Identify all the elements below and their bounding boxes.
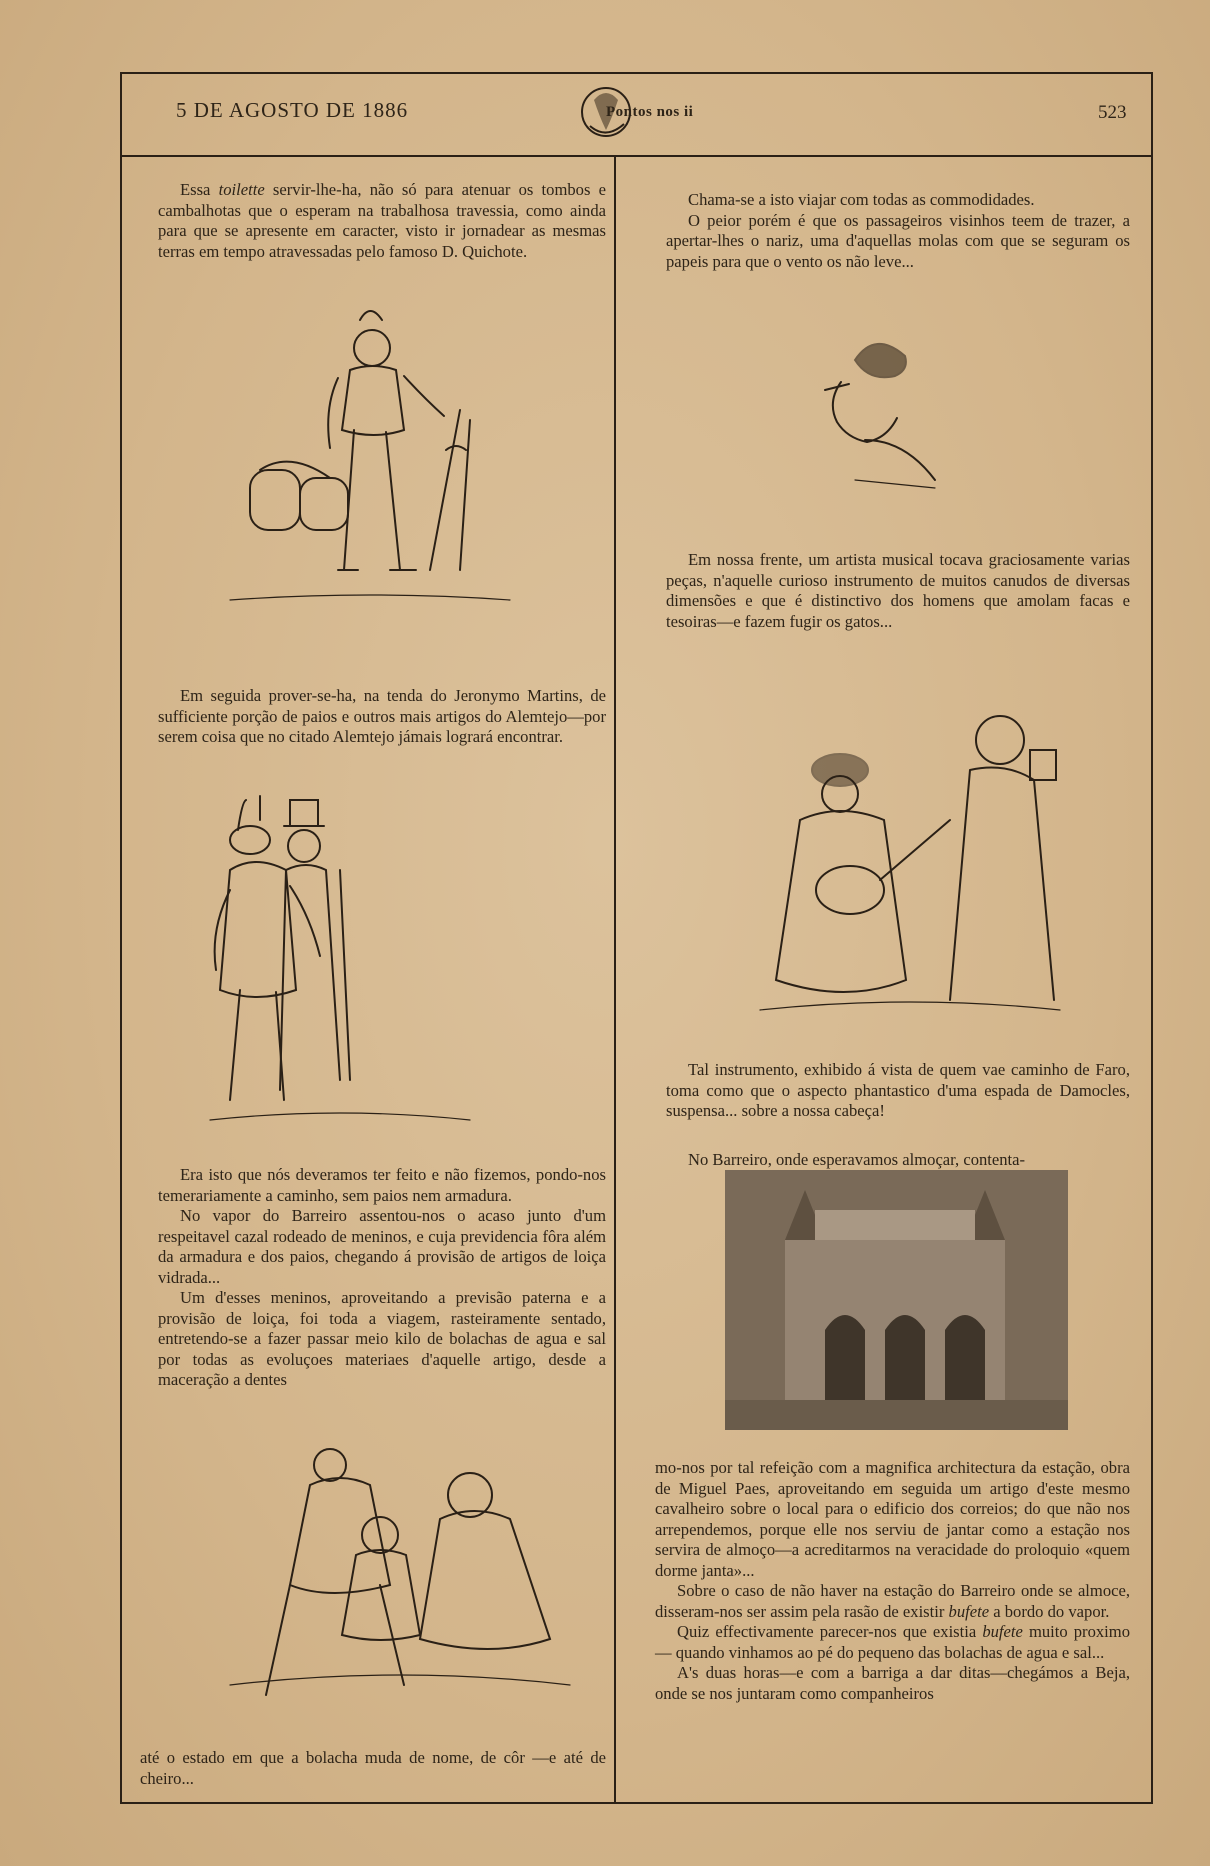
right-text-block-5 — [655, 1458, 1130, 1704]
right-text-block-2 — [666, 550, 1130, 632]
header-rule — [120, 155, 1153, 157]
paragraph: Era isto que nós deveramos ter feito e não fizemos, pondo-nos temerariamente a caminho, sem paios nem armadura. — [158, 1165, 606, 1205]
paragraph: Chama-se a isto viajar com todas as commodidades. — [688, 190, 1035, 209]
left-text-block-1 — [158, 180, 606, 262]
paragraph: No Barreiro, onde esperavamos almoçar, contenta- — [688, 1150, 1026, 1169]
column-divider — [614, 155, 616, 1802]
paragraph: Essa toilette servir-lhe-ha, não só para atenuar os tombos e cambalhotas que o esperam na trabalhosa travessia, como ainda para que se apresente em caracter, visto ir jornadear as mesmas terras em tempo atravessadas pelo famoso D. Quichote. — [158, 180, 606, 261]
paragraph: até o estado em que a bolacha muda de nome, de côr —e até de cheiro... — [140, 1748, 606, 1788]
paragraph: mo-nos por tal refeição com a magnifica architectura da estação, obra de Miguel Paes, aproveitando em seguida um artigo d'este mesmo cavalheiro sobre o local para o edificio dos correios; do que não nos arrependemos, porque elle nos serviu de jantar como a estação nos servira de almoço—a acreditarmos na veracidade do proloquio «quem dorme janta»... — [655, 1458, 1130, 1580]
left-text-block-4 — [140, 1748, 606, 1789]
illustration-armoured-traveller — [220, 300, 520, 680]
issue-date: 5 DE AGOSTO DE 1886 — [176, 98, 409, 122]
page-number: 523 — [1098, 102, 1127, 123]
left-text-block-2 — [158, 686, 606, 748]
paragraph: No vapor do Barreiro assentou-nos o acaso junto d'um respeitavel cazal rodeado de meninos, e cuja previdencia fôra além da armadura e dos paios, chegando á provisão de artigos de loiça vidrada... — [158, 1206, 606, 1287]
right-text-block-4 — [666, 1150, 1130, 1171]
paragraph: Quiz effectivamente parecer-nos que existia bufete muito proximo — quando vinhamos ao pé do pequeno das bolachas de agua e sal... — [655, 1622, 1130, 1662]
paragraph: Tal instrumento, exhibido á vista de quem vae caminho de Faro, toma como que o aspecto phantastico d'uma espada de Damocles, suspensa... sobre a nossa cabeça! — [666, 1060, 1130, 1120]
paragraph: Um d'esses meninos, aproveitando a previsão paterna e a provisão de loiça, foi toda a viagem, rasteiramente sentado, entretendo-se a fazer passar meio kilo de bolachas de agua e sal por todas as evoluçoes materiaes d'aquelle artigo, desde a maceração a dentes — [158, 1288, 606, 1389]
right-text-block-3 — [666, 1060, 1130, 1122]
right-text-block-1 — [666, 190, 1130, 272]
paragraph: A's duas horas—e com a barriga a dar ditas—chegámos a Beja, onde se nos juntaram como companheiros — [655, 1663, 1130, 1703]
paragraph: Em nossa frente, um artista musical tocava graciosamente varias peças, n'aquelle curioso instrumento de muitos canudos de diversas dimensões e que é distinctivo dos homens que amolam facas e tesoiras—e fazem fugir os gatos... — [666, 550, 1130, 631]
left-text-block-3 — [158, 1165, 606, 1391]
illustration-barreiro-station-photo — [725, 1170, 1068, 1430]
illustration-family-on-ferry — [190, 1435, 590, 1725]
illustration-man-with-nose-clip — [795, 330, 945, 510]
illustration-pan-flute-musician — [730, 690, 1070, 1040]
paragraph: O peior porém é que os passageiros visinhos teem de trazer, a apertar-lhes o nariz, uma d'aquellas molas com que se seguram os papeis para que o vento os não leve... — [666, 210, 1130, 271]
paragraph: Sobre o caso de não haver na estação do Barreiro onde se almoce, disseram-nos ser assim pela rasão de existir bufete a bordo do vapor. — [655, 1581, 1130, 1621]
illustration-two-men-with-paios — [190, 790, 490, 1145]
paragraph: Em seguida prover-se-ha, na tenda do Jeronymo Martins, de sufficiente porção de paios e outros mais artigos do Alemtejo—por serem coisa que no citado Alemtejo jámais logrará encontrar. — [158, 686, 606, 746]
masthead-title: Pontos nos ii — [606, 104, 694, 120]
